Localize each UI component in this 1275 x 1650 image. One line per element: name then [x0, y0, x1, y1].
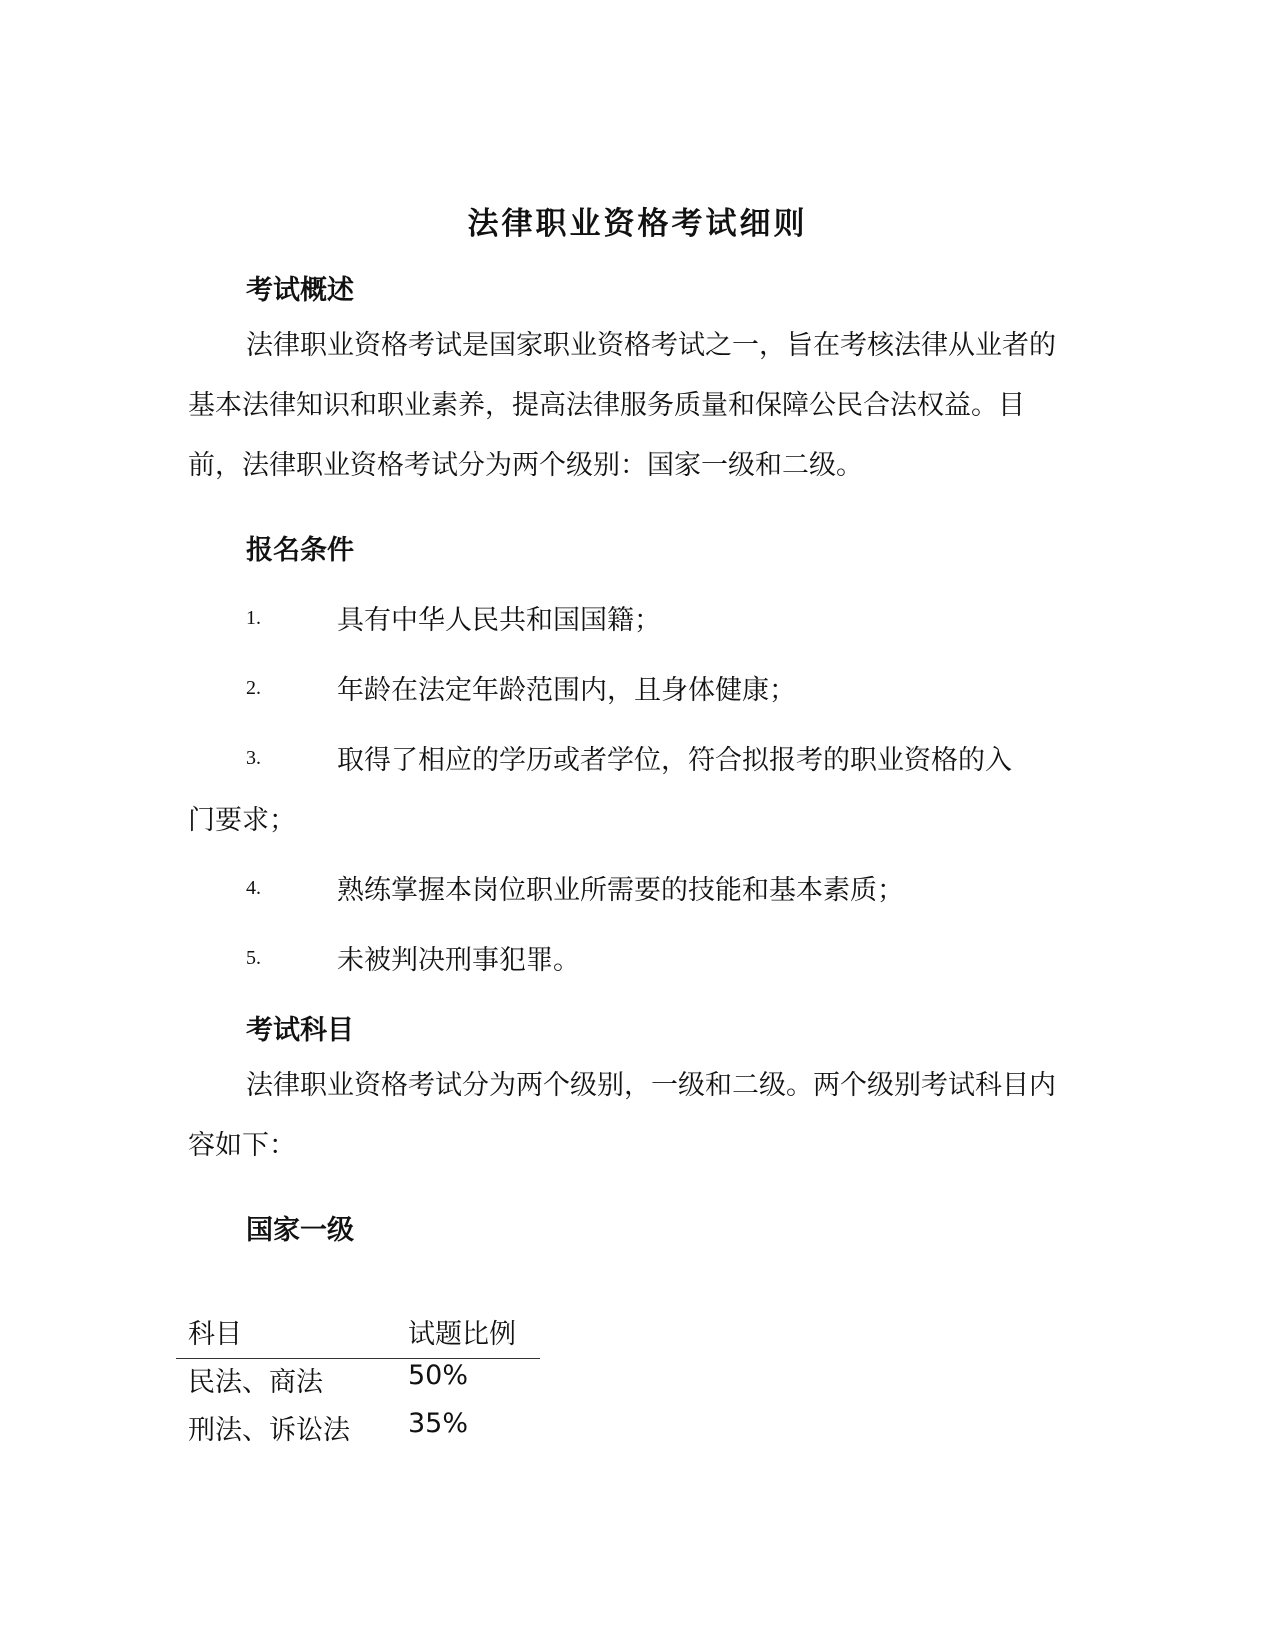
list-item-text: 年龄在法定年龄范围内，且身体健康； [337, 675, 796, 706]
section-heading-subjects: 考试科目 [246, 1015, 354, 1046]
list-item-number: 1. [246, 607, 261, 629]
list-item-number: 5. [246, 947, 261, 969]
list-item-number: 2. [246, 677, 261, 699]
section-heading-overview: 考试概述 [246, 275, 354, 306]
list-item-text: 取得了相应的学历或者学位，符合拟报考的职业资格的入 [337, 745, 1012, 776]
table-cell-ratio: 50% [408, 1360, 469, 1391]
section-heading-level1: 国家一级 [246, 1215, 354, 1246]
document-title: 法律职业资格考试细则 [467, 206, 808, 242]
table-header-rule [176, 1358, 540, 1359]
list-item-number: 3. [246, 747, 261, 769]
list-item-number: 4. [246, 877, 261, 899]
list-item-text: 熟练掌握本岗位职业所需要的技能和基本素质； [337, 875, 904, 906]
list-item-text: 未被判决刑事犯罪。 [337, 945, 580, 976]
overview-paragraph: 法律职业资格考试是国家职业资格考试之一，旨在考核法律从业者的基本法律知识和职业素养，提高法律服务质量和保障公民合法权益。目前，法律职业资格考试分为两个级别：国家一级和二级。 [188, 330, 1056, 481]
subjects-paragraph: 法律职业资格考试分为两个级别，一级和二级。两个级别考试科目内容如下： [188, 1070, 1056, 1161]
table-cell-subject: 民法、商法 [188, 1367, 323, 1398]
table-header-subject: 科目 [188, 1319, 242, 1350]
table-cell-subject: 刑法、诉讼法 [188, 1415, 350, 1446]
list-item-continuation: 门要求； [188, 805, 296, 836]
list-item-text: 具有中华人民共和国国籍； [337, 605, 661, 636]
table-header-ratio: 试题比例 [408, 1319, 516, 1350]
table-cell-ratio: 35% [408, 1408, 469, 1439]
section-heading-requirements: 报名条件 [246, 535, 354, 566]
